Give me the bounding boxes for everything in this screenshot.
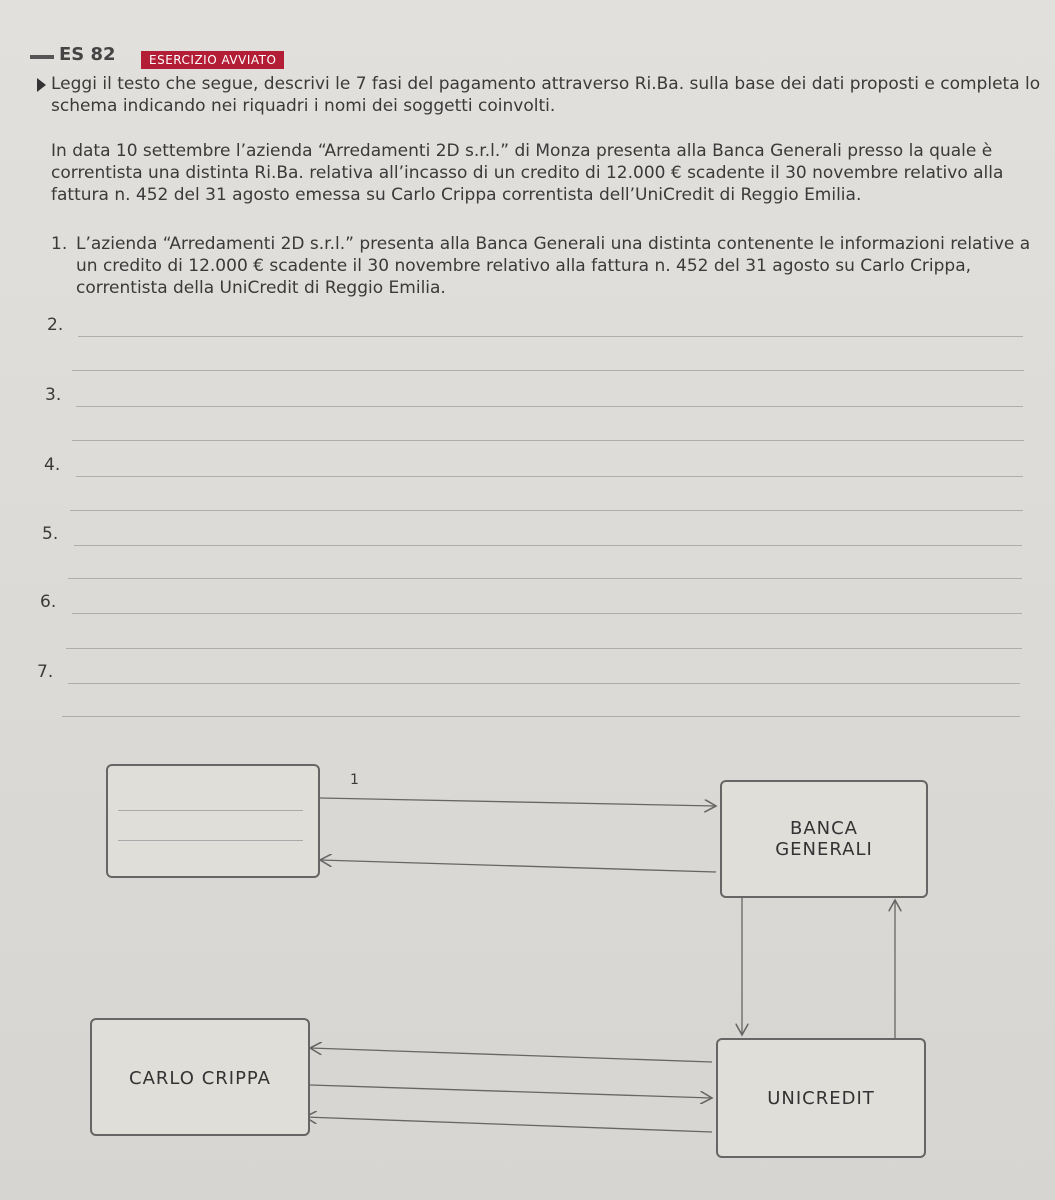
exercise-number: ES 82 [59, 44, 116, 65]
instruction-text: Leggi il testo che segue, descrivi le 7 fasi del pagamento attraverso Ri.Ba. sulla base dei dati proposti e completa lo schema indicando nei riquadri i nomi dei soggetti coinvolti. [51, 74, 1041, 116]
carlo-crippa-box [90, 1018, 310, 1136]
step-6-number: 6. [40, 592, 57, 612]
arrow-from-banca [320, 860, 716, 872]
arrow-to-banca [320, 798, 716, 806]
arrow-label-1: 1 [350, 772, 359, 788]
arrow-to-unicredit [310, 1085, 712, 1098]
box-label: UNICREDIT [767, 1087, 875, 1109]
step-2-number: 2. [47, 315, 64, 335]
arrow-to-carlo-2 [305, 1117, 712, 1132]
box-label: BANCA [789, 818, 858, 839]
step-7-number: 7. [37, 662, 54, 682]
box-label: CARLO CRIPPA [129, 1068, 271, 1089]
step-4-number: 4. [44, 455, 61, 475]
exercise-badge: ESERCIZIO AVVIATO [141, 51, 284, 69]
empty-answer-box[interactable] [106, 764, 320, 878]
scenario-paragraph: In data 10 settembre l’azienda “Arredamenti 2D s.r.l.” di Monza presenta alla Banca Generali presso la quale è correntista una distinta Ri.Ba. relativa all’incasso di un credito di 12.000 € scadente il 30 novembre relativo alla fattura n. 452 del 31 agosto emessa su Carlo Crippa correntista dell’UniCredit di Reggio Emilia. [51, 141, 1004, 205]
step-number: 1. [51, 234, 68, 254]
step-text: L’azienda “Arredamenti 2D s.r.l.” presenta alla Banca Generali una distinta contenente le informazioni relative a un credito di 12.000 € scadente il 30 novembre relativo alla fattura n. 452 del 31 agosto su Carlo Crippa, correntista della UniCredit di Reggio Emilia. [76, 234, 1031, 298]
step-5-number: 5. [42, 524, 59, 544]
arrow-to-carlo-1 [310, 1048, 712, 1062]
step-3-number: 3. [45, 385, 62, 405]
unicredit-box [716, 1038, 926, 1158]
box-label: GENERALI [775, 839, 873, 860]
banca-generali-box [720, 780, 928, 898]
